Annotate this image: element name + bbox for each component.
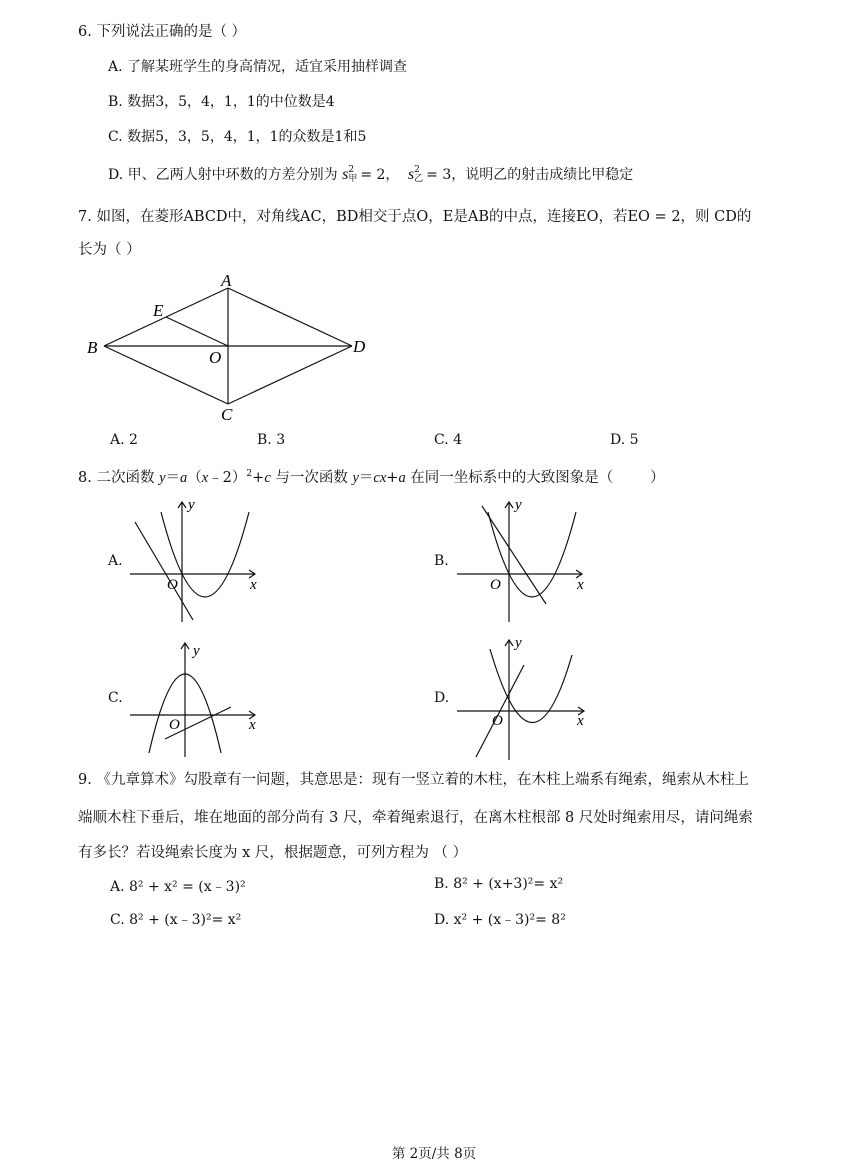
- q6-option-a: A. 了解某班学生的身高情况，适宜采用抽样调查: [108, 59, 408, 75]
- q6-s1-subscript: 甲: [348, 174, 358, 184]
- q9-option-c: C. 8² + (x﹣3)²= x²: [110, 912, 242, 928]
- q6-option-c: C. 数据5，3，5，4，1，1的众数是1和5: [108, 129, 367, 145]
- rhombus-figure: [80, 268, 380, 428]
- graph-b-label: B.: [434, 553, 449, 569]
- graph-b: [452, 492, 602, 627]
- graph-c-y-label: y: [193, 643, 200, 659]
- q6-option-b: B. 数据3，5，4，1，1的中位数是4: [108, 94, 335, 110]
- q9-option-a: A. 8² + x² = (x﹣3)²: [110, 879, 246, 895]
- graph-a-x-label: x: [250, 577, 257, 593]
- q9-stem-line3: 有多长？若设绳索长度为 x 尺，根据题意，可列方程为 （ ）: [78, 845, 468, 861]
- graph-a: [125, 492, 275, 627]
- page-footer: 第 2页/共 8页: [391, 1146, 477, 1162]
- q9-stem-line2: 端顺木柱下垂后，堆在地面的部分尚有 3 尺，牵着绳索退行，在离木柱根部 8 尺处时绳索用尽，请问绳索: [78, 810, 753, 826]
- graph-a-origin: O: [167, 577, 178, 593]
- graph-c-origin: O: [169, 717, 180, 733]
- q7-stem-line2: 长为（ ）: [78, 242, 141, 258]
- vertex-label-d: D: [353, 337, 366, 356]
- graph-a-label: A.: [108, 553, 123, 569]
- q7-option-c: C. 4: [434, 432, 463, 448]
- vertex-label-a: A: [221, 271, 232, 290]
- graph-b-origin: O: [490, 577, 501, 593]
- graph-b-y-label: y: [515, 497, 522, 513]
- graph-c-x-label: x: [249, 717, 256, 733]
- q6-option-d-text: D. 甲、乙两人射中环数的方差分别为: [108, 167, 338, 183]
- graph-d-origin: O: [492, 713, 503, 729]
- q9-option-b: B. 8² + (x+3)²= x²: [434, 876, 564, 892]
- q6-s1-value: = 2，: [360, 167, 400, 183]
- q7-option-b: B. 3: [257, 432, 286, 448]
- q9-option-d: D. x² + (x﹣3)²= 8²: [434, 912, 566, 928]
- q6-s2-value: = 3，说明乙的射击成绩比甲稳定: [426, 167, 634, 183]
- q7-option-a: A. 2: [110, 432, 138, 448]
- vertex-label-b: B: [87, 338, 98, 357]
- point-label-o: O: [209, 348, 222, 367]
- graph-d: [452, 635, 602, 760]
- graph-c-label: C.: [108, 690, 123, 706]
- graph-d-x-label: x: [577, 713, 584, 729]
- q6-option-d: D. 甲、乙两人射中环数的方差分别为 s 2 甲 = 2， s 2 乙 = 3，说明乙的射击成绩比甲稳定: [108, 165, 634, 184]
- q6-s2-subscript: 乙: [414, 174, 424, 184]
- graph-c: [125, 635, 275, 760]
- graph-d-label: D.: [434, 690, 450, 706]
- q9-stem-line1: 9. 《九章算术》勾股章有一问题，其意思是：现有一竖立着的木柱，在木柱上端系有绳索，绳索从木柱上: [78, 772, 749, 788]
- q6-stem: 6. 下列说法正确的是（ ）: [78, 24, 247, 40]
- graph-a-y-label: y: [188, 497, 195, 513]
- q7-stem-line1: 7. 如图，在菱形ABCD中，对角线AC，BD相交于点O，E是AB的中点，连接EO，若EO = 2，则 CD的: [78, 209, 752, 225]
- graph-d-y-label: y: [515, 635, 522, 651]
- vertex-label-c: C: [221, 405, 233, 424]
- q8-stem: 8. 二次函数 y＝a（x﹣2）$^2$+c 与一次函数 y＝cx+a 在同一坐标系中的大致图象是（ ）: [78, 469, 665, 486]
- q7-option-d: D. 5: [610, 432, 639, 448]
- point-label-e: E: [153, 301, 164, 320]
- graph-b-x-label: x: [577, 577, 584, 593]
